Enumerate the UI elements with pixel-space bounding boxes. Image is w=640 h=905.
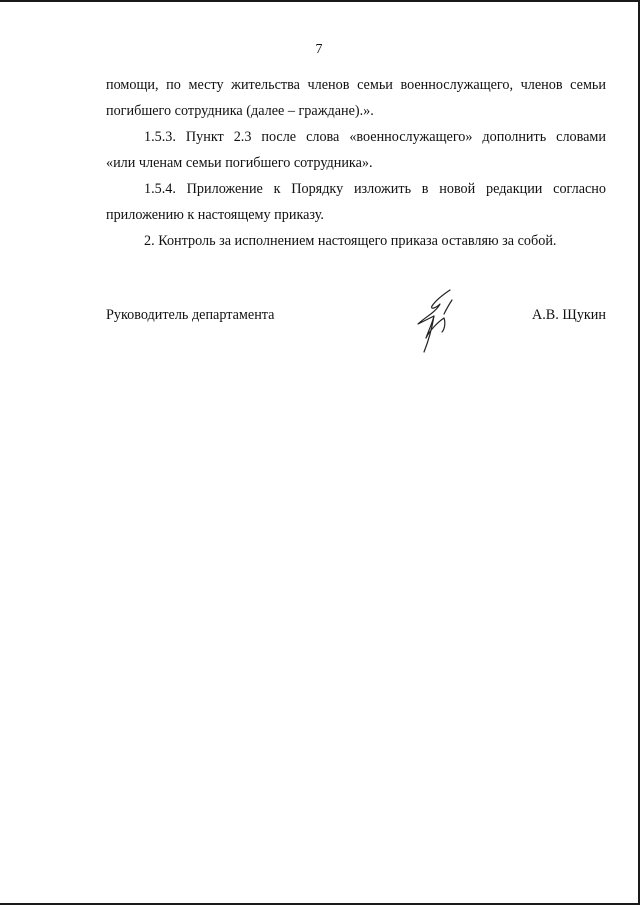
paragraph-4-line-1: 2. Контроль за исполнением настоящего приказа оставляю за собой. (144, 233, 557, 249)
page-number: 7 (315, 42, 323, 57)
signatory-name: А.В. Щукин (531, 307, 606, 323)
document-body (106, 72, 606, 254)
handwritten-signature (406, 288, 466, 354)
paragraph-1-line-2: погибшего сотрудника (далее – граждане).». (106, 103, 374, 119)
paragraph-3-line-1: 1.5.4. Приложение к Порядку изложить в новой редакции согласно (144, 181, 606, 197)
paragraph-3-line-2: приложению к настоящему приказу. (106, 207, 324, 223)
paragraph-2-line-2: «или членам семьи погибшего сотрудника». (106, 155, 373, 171)
signatory-title: Руководитель департамента (106, 307, 275, 323)
paragraph-2-line-1: 1.5.3. Пункт 2.3 после слова «военнослужащего» дополнить словами (144, 129, 606, 145)
paragraph-1-line-1: помощи, по месту жительства членов семьи военнослужащего, членов семьи (106, 77, 606, 93)
